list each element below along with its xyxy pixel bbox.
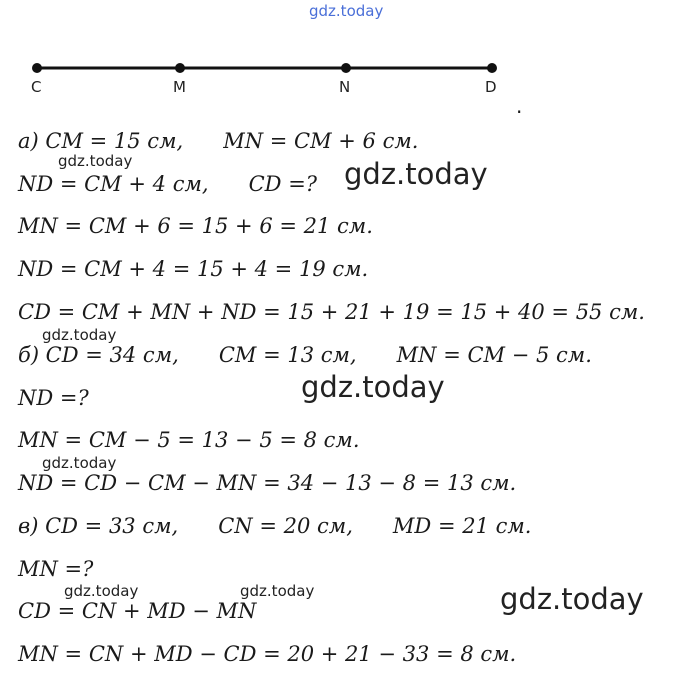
- point-label-d: D: [485, 78, 497, 96]
- watermark-top: gdz.today: [309, 2, 384, 20]
- solution-line-11: MN =?: [18, 557, 94, 581]
- point-c-dot: [32, 63, 42, 73]
- point-n-dot: [341, 63, 351, 73]
- point-m-dot: [175, 63, 185, 73]
- point-d-dot: [487, 63, 497, 73]
- point-label-n: N: [339, 78, 351, 96]
- point-label-m: M: [173, 78, 186, 96]
- solution-line-2: ND = CM + 4 см, CD =?: [18, 172, 318, 196]
- solution-line-6: б) CD = 34 см, CM = 13 см, MN = CM − 5 см.: [18, 343, 592, 367]
- solution-line-13: MN = CN + MD − CD = 20 + 21 − 33 = 8 см.: [18, 642, 517, 666]
- solution-line-9: ND = CD − CM − MN = 34 − 13 − 8 = 13 см.: [18, 471, 517, 495]
- solution-line-3: MN = CM + 6 = 15 + 6 = 21 см.: [18, 214, 373, 238]
- solution-line-7: ND =?: [18, 386, 89, 410]
- watermark-b1: gdz.today: [42, 326, 117, 344]
- watermark-big-3: gdz.today: [500, 582, 644, 616]
- watermark-c1: gdz.today: [64, 582, 139, 600]
- solution-line-1: а) CM = 15 см, MN = CM + 6 см.: [18, 129, 419, 153]
- watermark-c2: gdz.today: [240, 582, 315, 600]
- solution-line-4: ND = CM + 4 = 15 + 4 = 19 см.: [18, 257, 369, 281]
- watermark-b2: gdz.today: [42, 454, 117, 472]
- solution-line-12: CD = CN + MD − MN: [18, 599, 257, 623]
- solution-line-8: MN = CM − 5 = 13 − 5 = 8 см.: [18, 428, 360, 452]
- solution-line-5: CD = CM + MN + ND = 15 + 21 + 19 = 15 + 40 = 55 см.: [18, 300, 645, 324]
- solution-line-10: в) CD = 33 см, CN = 20 см, MD = 21 см.: [18, 514, 532, 538]
- watermark-big-2: gdz.today: [301, 370, 445, 404]
- trailing-dot: .: [516, 94, 523, 118]
- point-label-c: C: [31, 78, 42, 96]
- watermark-big-1: gdz.today: [344, 157, 488, 191]
- watermark-a1: gdz.today: [58, 152, 133, 170]
